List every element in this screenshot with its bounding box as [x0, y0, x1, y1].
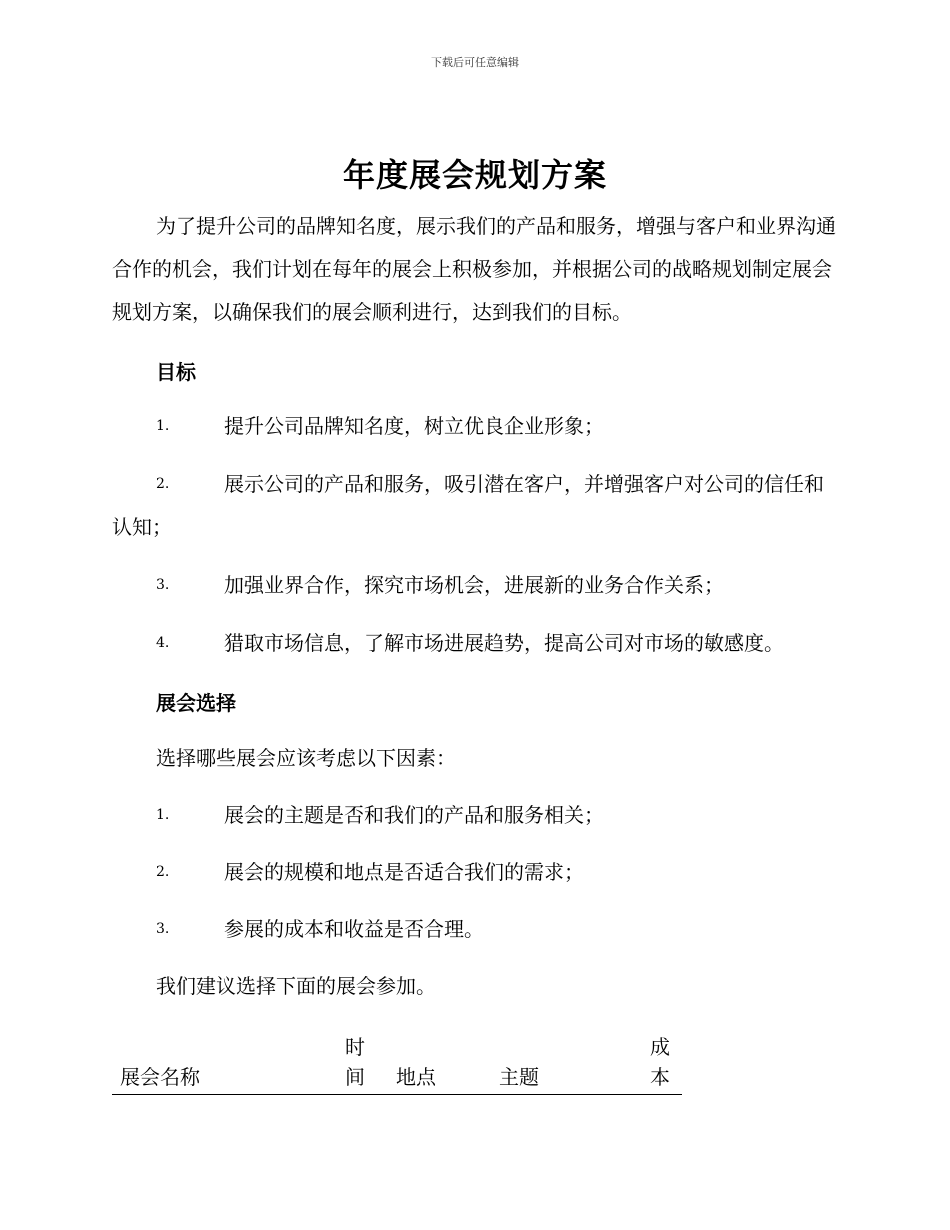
header-exhibition-name: 展会名称	[120, 1065, 200, 1089]
selection-number: 2.	[156, 864, 170, 880]
goal-number: 1.	[156, 418, 170, 434]
goal-number: 2.	[156, 476, 170, 492]
intro-paragraph: 为了提升公司的品牌知名度，展示我们的产品和服务，增强与客户和业界沟通合作的机会，我们计划在每年的展会上积极参加，并根据公司的战略规划制定展会规划方案，以确保我们的展会顺利进行，达到我们的目标。	[112, 214, 836, 324]
selection-lead-text: 选择哪些展会应该考虑以下因素：	[156, 746, 456, 770]
goal-item-4	[112, 622, 837, 665]
goal-item-1	[112, 405, 837, 448]
selection-lead	[112, 737, 837, 780]
goal-item-2	[112, 463, 837, 549]
header-cost-line1: 成	[650, 1035, 670, 1059]
goal-text: 展示公司的产品和服务，吸引潜在客户，并增强客户对公司的信任和认知；	[112, 472, 824, 539]
selection-heading: 展会选择	[156, 691, 236, 715]
goal-item-3	[112, 564, 837, 607]
recommend-line	[112, 965, 837, 1008]
goal-number: 4.	[156, 635, 170, 651]
header-cost-line2: 本	[650, 1065, 670, 1089]
goal-text: 加强业界合作，探究市场机会，进展新的业务合作关系；	[224, 573, 724, 597]
page-header-note: 下载后可任意编辑	[431, 56, 519, 69]
selection-text: 展会的主题是否和我们的产品和服务相关；	[224, 803, 604, 827]
goal-text: 猎取市场信息，了解市场进展趋势，提高公司对市场的敏感度。	[224, 631, 784, 655]
document-title: 年度展会规划方案	[342, 156, 607, 194]
goal-text: 提升公司品牌知名度，树立优良企业形象；	[224, 414, 604, 438]
header-location: 地点	[396, 1065, 436, 1089]
recommend-text: 我们建议选择下面的展会参加。	[156, 974, 436, 998]
selection-item-3	[112, 908, 837, 951]
goals-heading: 目标	[156, 360, 196, 384]
header-theme: 主题	[499, 1065, 539, 1089]
selection-text: 参展的成本和收益是否合理。	[224, 917, 484, 941]
selection-number: 3.	[156, 921, 170, 937]
selection-number: 1.	[156, 807, 170, 823]
header-time-line1: 时	[345, 1035, 365, 1059]
exhibition-table-header	[112, 1030, 682, 1095]
header-time-line2: 间	[345, 1065, 365, 1089]
selection-text: 展会的规模和地点是否适合我们的需求；	[224, 860, 584, 884]
selection-item-2	[112, 851, 837, 894]
selection-item-1	[112, 794, 837, 837]
goal-number: 3.	[156, 577, 170, 593]
